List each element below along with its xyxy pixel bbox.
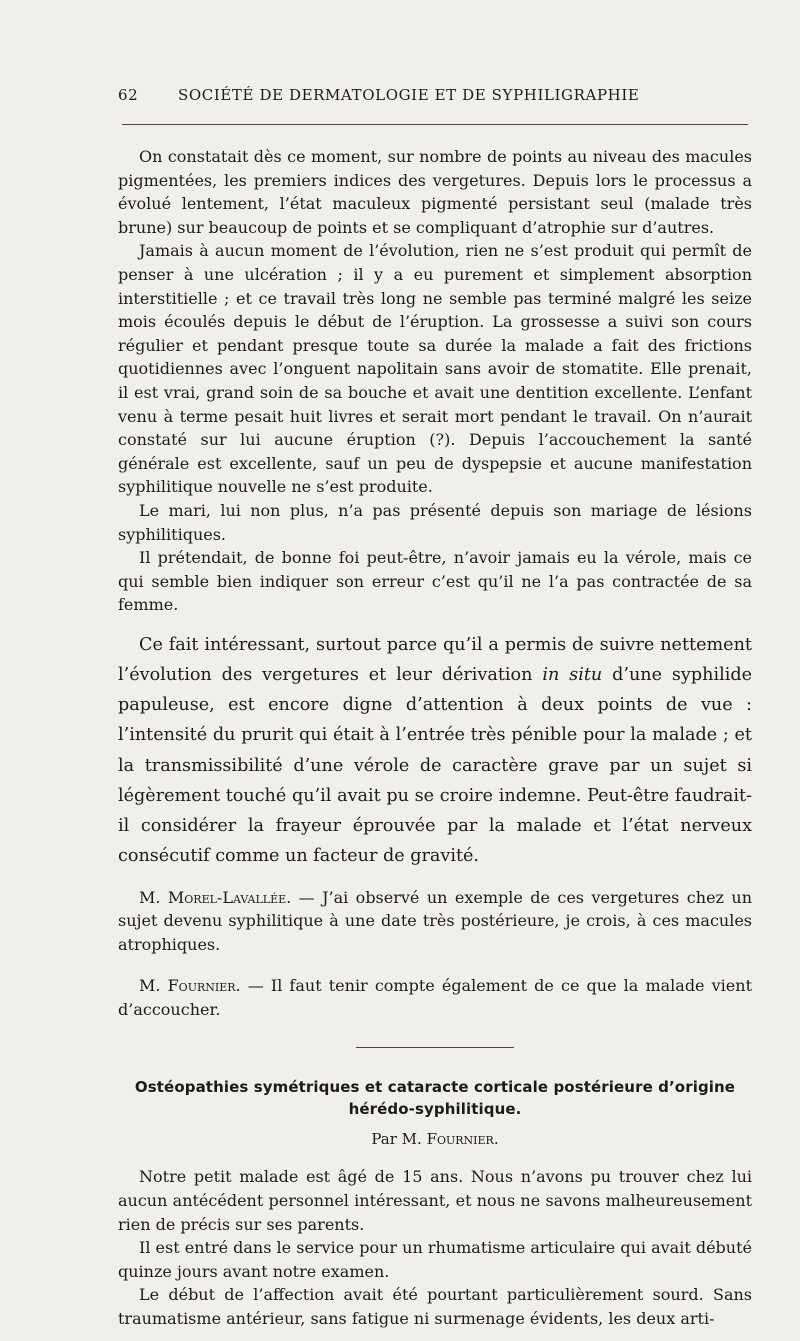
article-byline bbox=[118, 1128, 752, 1150]
speaker-name: M. Fournier. bbox=[139, 976, 241, 996]
speech-text: — Il faut tenir compte également de ce que la malade vient d’accoucher. bbox=[118, 976, 753, 1019]
paragraph bbox=[118, 630, 752, 872]
speaker-name: M. Morel-Lavallée. bbox=[139, 887, 292, 907]
discussion-section bbox=[118, 886, 752, 1022]
paragraph: Le mari, lui non plus, n’a pas présenté depuis son mariage de lésions syphilitiques. bbox=[118, 500, 752, 544]
paragraph: Il est entré dans le service pour un rhumatisme articulaire qui avait débuté quinze jours avant notre examen. bbox=[118, 1238, 752, 1281]
commentary-section bbox=[118, 630, 752, 872]
discussion-paragraph bbox=[118, 886, 752, 957]
paragraph: On constatait dès ce moment, sur nombre de points au niveau des macules pigmentées, les premiers indices des vergetures. Depuis lors le processus a évolué lentement, l’état maculeux pigmenté persistant seul (malade très brune) sur beaucoup de points et se compliquant d’atrophie sur d’autres. bbox=[118, 147, 752, 237]
speech-text: — J’ai observé un exemple de ces vergetures chez un sujet devenu syphilitique à une date très postérieure, je crois, à ces macules atrophiques. bbox=[118, 887, 752, 954]
byline-suffix: . bbox=[493, 1130, 499, 1149]
page-number: 62 bbox=[118, 86, 139, 104]
running-title: SOCIÉTÉ DE DERMATOLOGIE ET DE SYPHILIGRAPHIE bbox=[178, 86, 640, 104]
section-divider bbox=[356, 1047, 514, 1048]
article-title-line: Ostéopathies symétriques et cataracte corticale postérieure d’origine bbox=[134, 1078, 736, 1097]
byline-prefix: Par M. bbox=[371, 1130, 427, 1149]
italic-phrase: in situ bbox=[542, 665, 603, 686]
header-rule bbox=[122, 124, 748, 125]
running-header bbox=[118, 86, 750, 104]
article-title-line: hérédo-syphilitique. bbox=[348, 1100, 522, 1119]
article-body bbox=[118, 1165, 752, 1330]
paragraph: Il prétendait, de bonne foi peut-être, n’avoir jamais eu la vérole, mais ce qui semble bien indiquer son erreur c’est qu’il ne l’a pas contractée de sa femme. bbox=[118, 548, 752, 615]
text-column bbox=[118, 145, 752, 1331]
paragraph: Jamais à aucun moment de l’évolution, rien ne s’est produit qui permît de penser à une ulcération ; il y a eu purement et simplement absorption interstitielle ; et ce travail très long ne semble pas terminé malgré les seize mois écoulés depuis le début de l’éruption. La grossesse a suivi son cours régulier et pendant presque toute sa durée la malade a fait des frictions quotidiennes avec l’onguent napolitain sans avoir de stomatite. Elle prenait, il est vrai, grand soin de sa bouche et avait une dentition excellente. L’enfant venu à terme pesait huit livres et serait mort pendant le travail. On n’aurait constaté sur lui aucune éruption (?). Depuis l’accouchement la santé générale est excellente, sauf un peu de dyspepsie et aucune manifestation syphilitique nouvelle ne s’est produite. bbox=[118, 241, 752, 497]
text-run: Ce fait intéressant, surtout parce qu’il a permis de suivre nettement l’évolution des vergetures et leur dérivation bbox=[118, 634, 752, 686]
paragraph: Le début de l’affection avait été pourtant particulièrement sourd. Sans traumatisme antérieur, sans fatigue ni surmenage évidents, les deux arti- bbox=[118, 1285, 752, 1329]
discussion-paragraph bbox=[118, 974, 752, 1021]
paragraph: Notre petit malade est âgé de 15 ans. Nous n’avons pu trouver chez lui aucun antécédent personnel intéressant, et nous ne savons malheureusement rien de précis sur ses parents. bbox=[118, 1167, 752, 1234]
observation-section bbox=[118, 145, 752, 617]
byline-author: Fournier bbox=[426, 1130, 494, 1149]
text-run: d’une syphilide papuleuse, est encore digne d’attention à deux points de vue : l’intensité du prurit qui était à l’entrée très pénible pour la malade ; et la transmissibilité d’une vérole de caractère grave par un sujet si légèrement touché qu’il avait pu se croire indemne. Peut-être faudrait-il considérer la frayeur éprouvée par la malade et l’état nerveux consécutif comme un facteur de gravité. bbox=[118, 665, 753, 867]
article-title bbox=[118, 1076, 752, 1120]
